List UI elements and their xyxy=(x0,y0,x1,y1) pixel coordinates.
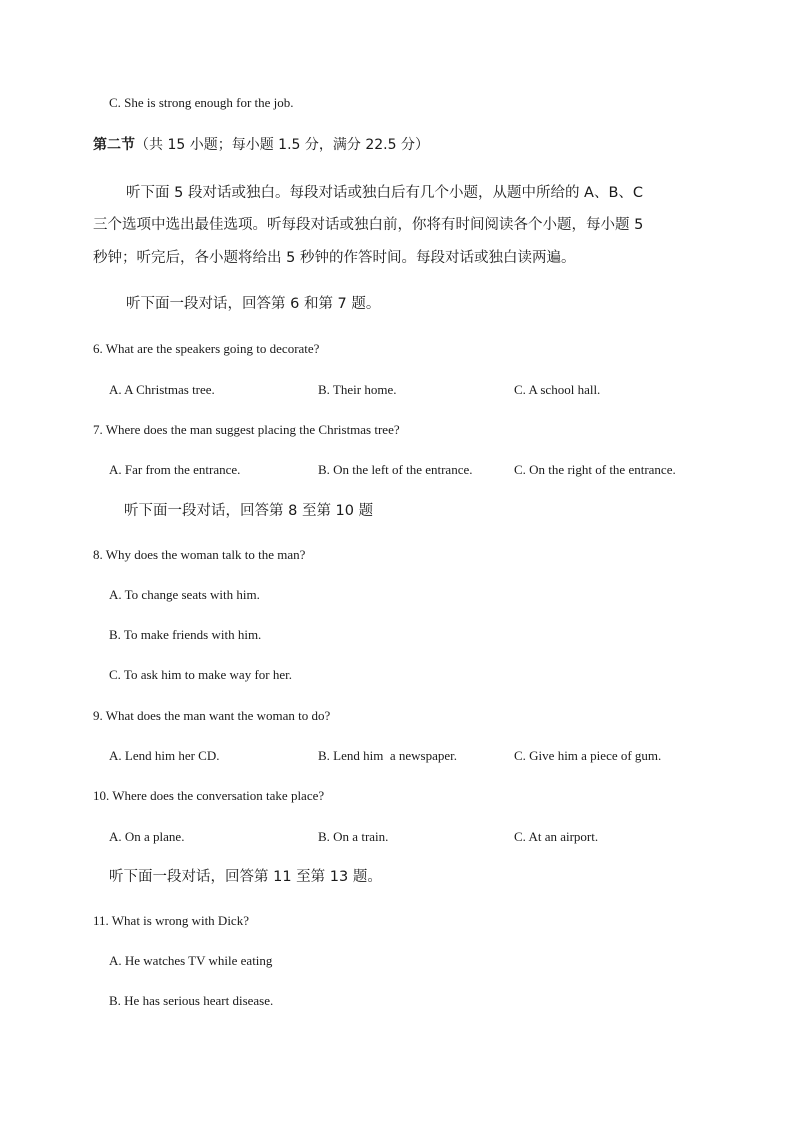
question-11-stem: 11. What is wrong with Dick? xyxy=(93,913,249,928)
instructions-line-3: 秒钟；听完后，各小题将给出 5 秒钟的作答时间。每段对话或独白读两遍。 xyxy=(93,250,576,266)
question-7-option-c[interactable]: C. On the right of the entrance. xyxy=(514,462,676,477)
question-10-option-c[interactable]: C. At an airport. xyxy=(514,829,599,844)
instructions-line-2: 三个选项中选出最佳选项。听每段对话或独白前，你将有时间阅读各个小题，每小题 5 xyxy=(93,217,644,233)
question-10-option-a[interactable]: A. On a plane. xyxy=(109,829,185,844)
section-heading-scoring: （共 15 小题；每小题 1.5 分，满分 22.5 分） xyxy=(135,137,429,153)
question-11-option-a[interactable]: A. He watches TV while eating xyxy=(109,953,273,968)
question-6-option-a[interactable]: A. A Christmas tree. xyxy=(109,382,215,397)
question-10-option-b[interactable]: B. On a train. xyxy=(318,829,389,844)
dialogue-intro-6-7: 听下面一段对话，回答第 6 和第 7 题。 xyxy=(126,296,381,312)
question-8-stem: 8. Why does the woman talk to the man? xyxy=(93,547,306,562)
question-8-option-c[interactable]: C. To ask him to make way for her. xyxy=(109,667,292,682)
question-7-stem: 7. Where does the man suggest placing the Christmas tree? xyxy=(93,422,400,437)
dialogue-intro-8-10: 听下面一段对话，回答第 8 至第 10 题 xyxy=(124,503,374,519)
question-9-stem: 9. What does the man want the woman to do? xyxy=(93,708,331,723)
question-7-option-a[interactable]: A. Far from the entrance. xyxy=(109,462,241,477)
section-heading xyxy=(93,136,429,154)
question-9-option-a[interactable]: A. Lend him her CD. xyxy=(109,748,220,763)
question-7-option-b[interactable]: B. On the left of the entrance. xyxy=(318,462,473,477)
dialogue-intro-11-13: 听下面一段对话，回答第 11 至第 13 题。 xyxy=(109,869,382,885)
question-6-option-c[interactable]: C. A school hall. xyxy=(514,382,601,397)
question-11-option-b[interactable]: B. He has serious heart disease. xyxy=(109,993,274,1008)
question-8-option-a[interactable]: A. To change seats with him. xyxy=(109,587,260,602)
question-6-stem: 6. What are the speakers going to decorate? xyxy=(93,341,320,356)
question-9-option-c[interactable]: C. Give him a piece of gum. xyxy=(514,748,662,763)
question-6-option-b[interactable]: B. Their home. xyxy=(318,382,397,397)
question-8-option-b[interactable]: B. To make friends with him. xyxy=(109,627,262,642)
question-9-option-b[interactable]: B. Lend him a newspaper. xyxy=(318,748,457,763)
section-heading-title: 第二节 xyxy=(93,137,135,153)
instructions-line-1: 听下面 5 段对话或独白。每段对话或独白后有几个小题，从题中所给的 A、B、C xyxy=(126,185,644,201)
option-c-previous: C. She is strong enough for the job. xyxy=(109,95,294,110)
question-10-stem: 10. Where does the conversation take place? xyxy=(93,788,325,803)
